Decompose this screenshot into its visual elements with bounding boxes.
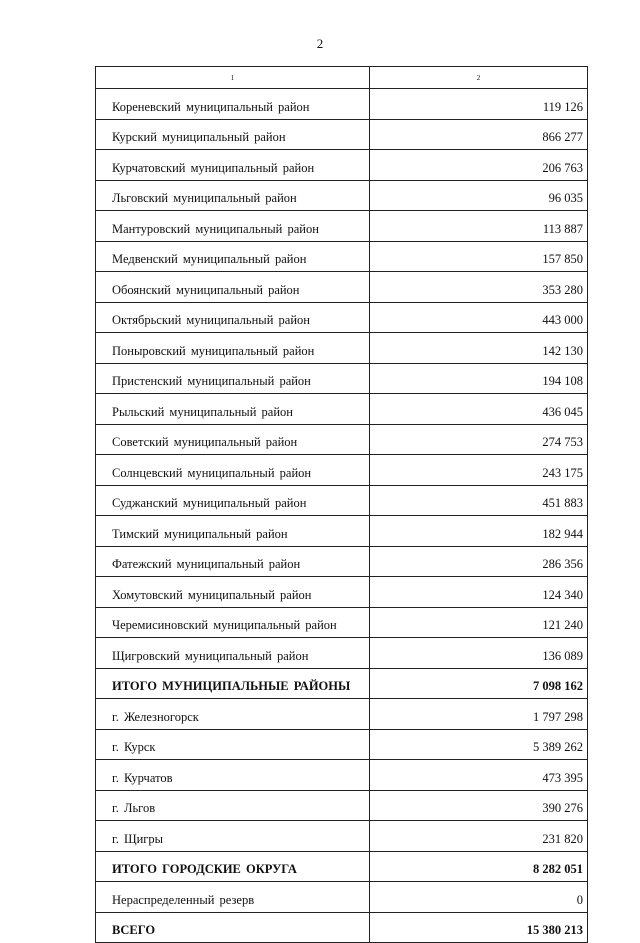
table-row [96,363,588,394]
row-name-cell: Медвенский муниципальный район [96,241,370,272]
table-row [96,424,588,455]
table-row [96,89,588,120]
row-value-cell: 157 850 [370,241,588,272]
table-row [96,729,588,760]
table-header-row [96,67,588,89]
row-value-cell: 15 380 213 [370,912,588,943]
row-value-cell: 96 035 [370,180,588,211]
table-row [96,638,588,669]
row-name-cell: Суджанский муниципальный район [96,485,370,516]
table-row [96,180,588,211]
table-row [96,455,588,486]
row-value-cell: 443 000 [370,302,588,333]
row-value-cell: 231 820 [370,821,588,852]
row-name-cell: Хомутовский муниципальный район [96,577,370,608]
row-value-cell: 124 340 [370,577,588,608]
row-name-cell: Щигровский муниципальный район [96,638,370,669]
allocation-table [95,66,588,943]
row-name-cell: Курский муниципальный район [96,119,370,150]
table-row [96,516,588,547]
row-name-cell: г. Курчатов [96,760,370,791]
row-value-cell: 1 797 298 [370,699,588,730]
row-name-cell: г. Льгов [96,790,370,821]
row-value-cell: 194 108 [370,363,588,394]
row-name-cell: Черемисиновский муниципальный район [96,607,370,638]
row-name-cell: ИТОГО МУНИЦИПАЛЬНЫЕ РАЙОНЫ [96,668,370,699]
row-name-cell: г. Щигры [96,821,370,852]
table-row [96,790,588,821]
row-value-cell: 119 126 [370,89,588,120]
row-name-cell: Тимский муниципальный район [96,516,370,547]
row-name-cell: Октябрьский муниципальный район [96,302,370,333]
row-name-cell: ВСЕГО [96,912,370,943]
row-value-cell: 136 089 [370,638,588,669]
row-value-cell: 243 175 [370,455,588,486]
table-row [96,211,588,242]
row-value-cell: 113 887 [370,211,588,242]
row-value-cell: 286 356 [370,546,588,577]
row-name-cell: г. Курск [96,729,370,760]
row-value-cell: 206 763 [370,150,588,181]
table-row [96,302,588,333]
table-row [96,272,588,303]
row-value-cell: 5 389 262 [370,729,588,760]
row-value-cell: 473 395 [370,760,588,791]
table-row [96,485,588,516]
row-value-cell: 390 276 [370,790,588,821]
table-row [96,119,588,150]
table-row-total [96,912,588,943]
row-name-cell: Кореневский муниципальный район [96,89,370,120]
table-row [96,607,588,638]
row-name-cell: Нераспределенный резерв [96,882,370,913]
row-value-cell: 274 753 [370,424,588,455]
table-row [96,760,588,791]
row-name-cell: Поныровский муниципальный район [96,333,370,364]
table-row [96,546,588,577]
row-value-cell: 182 944 [370,516,588,547]
table-row [96,241,588,272]
row-value-cell: 7 098 162 [370,668,588,699]
row-value-cell: 142 130 [370,333,588,364]
row-name-cell: Мантуровский муниципальный район [96,211,370,242]
row-value-cell: 866 277 [370,119,588,150]
row-value-cell: 353 280 [370,272,588,303]
row-value-cell: 8 282 051 [370,851,588,882]
table-row [96,882,588,913]
table-row-total [96,851,588,882]
row-name-cell: Рыльский муниципальный район [96,394,370,425]
table-body [96,89,588,943]
row-name-cell: Советский муниципальный район [96,424,370,455]
column-header-2: 2 [370,67,588,89]
row-name-cell: Пристенский муниципальный район [96,363,370,394]
row-value-cell: 451 883 [370,485,588,516]
row-name-cell: Курчатовский муниципальный район [96,150,370,181]
row-name-cell: ИТОГО ГОРОДСКИЕ ОКРУГА [96,851,370,882]
table-row [96,577,588,608]
table-row [96,699,588,730]
row-name-cell: Льговский муниципальный район [96,180,370,211]
row-name-cell: г. Железногорск [96,699,370,730]
column-header-1: 1 [96,67,370,89]
row-value-cell: 121 240 [370,607,588,638]
row-value-cell: 436 045 [370,394,588,425]
row-name-cell: Обоянский муниципальный район [96,272,370,303]
table-row [96,821,588,852]
row-value-cell: 0 [370,882,588,913]
table-row [96,394,588,425]
page-number: 2 [316,36,324,51]
table-row-total [96,668,588,699]
row-name-cell: Солнцевский муниципальный район [96,455,370,486]
row-name-cell: Фатежский муниципальный район [96,546,370,577]
table-row [96,150,588,181]
table-row [96,333,588,364]
